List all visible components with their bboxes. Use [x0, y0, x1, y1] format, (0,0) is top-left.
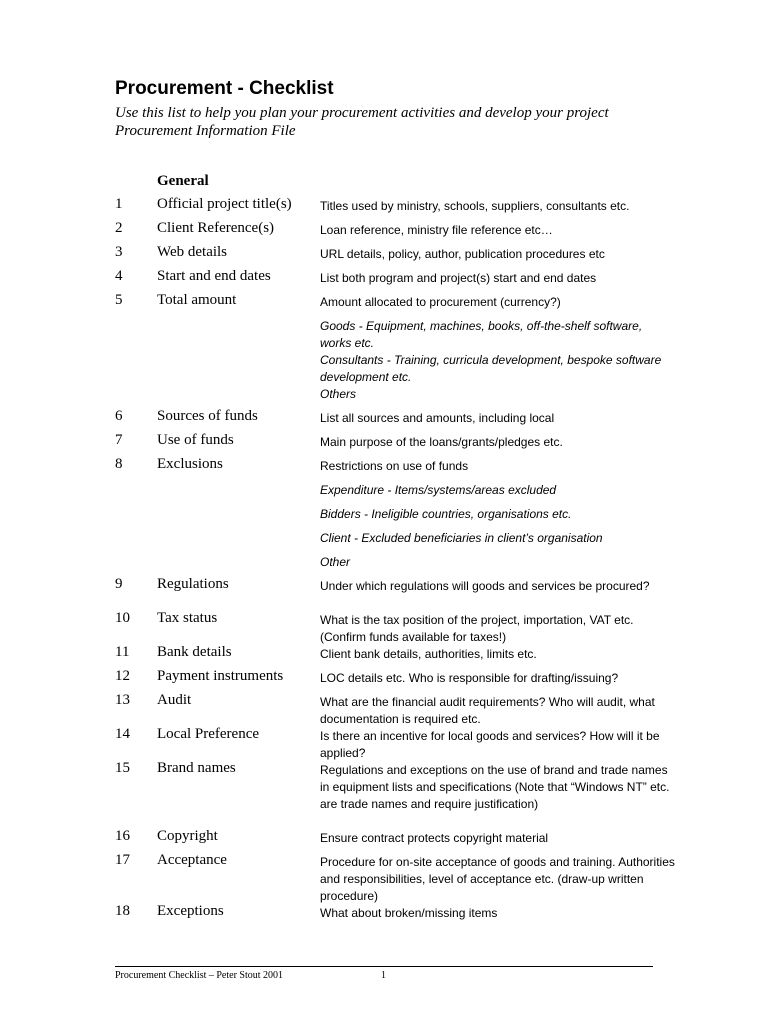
- item-number: 2: [115, 220, 123, 236]
- item-number: 7: [115, 432, 123, 448]
- item-description: Procedure for on-site acceptance of goods and training. Authorities and responsibilities, level of acceptance etc. (draw-up written procedure): [320, 855, 675, 903]
- item-number: 9: [115, 576, 123, 592]
- item-description: List all sources and amounts, including local: [320, 411, 555, 425]
- item-description: Under which regulations will goods and services be procured?: [320, 579, 650, 593]
- item-description: What are the financial audit requirements? Who will audit, what documentation is required etc.: [320, 695, 655, 726]
- item-label: Exclusions: [157, 456, 223, 472]
- item-description: LOC details etc. Who is responsible for drafting/issuing?: [320, 671, 619, 685]
- item-label: Local Preference: [157, 726, 260, 742]
- item-description: What is the tax position of the project, importation, VAT etc. (Confirm funds available for taxes!): [320, 613, 634, 644]
- item-label: Audit: [157, 692, 192, 708]
- item-label: Exceptions: [157, 903, 224, 919]
- item-label: Start and end dates: [157, 268, 271, 284]
- note-expenditure: Expenditure - Items/systems/areas excluded: [320, 483, 557, 497]
- item-description: Ensure contract protects copyright material: [320, 831, 549, 845]
- item-description: Titles used by ministry, schools, suppliers, consultants etc.: [320, 199, 630, 213]
- item-label: Use of funds: [157, 432, 234, 448]
- item-number: 3: [115, 244, 123, 260]
- item-description: Regulations and exceptions on the use of brand and trade names in equipment lists and specifications (Note that “Windows NT” etc. are trade names and require justification): [320, 763, 670, 811]
- item-number: 14: [115, 726, 130, 742]
- item-description: Loan reference, ministry file reference etc…: [320, 223, 553, 237]
- page-subtitle: Use this list to help you plan your procurement activities and develop your project Procurement Information File: [115, 105, 609, 139]
- item-description: Client bank details, authorities, limits etc.: [320, 647, 537, 661]
- item-number: 10: [115, 610, 130, 626]
- item-number: 8: [115, 456, 123, 472]
- note-others: Others: [320, 387, 357, 401]
- footer-divider: [115, 966, 653, 967]
- item-description: URL details, policy, author, publication procedures etc: [320, 247, 605, 261]
- note-client: Client - Excluded beneficiaries in client’s organisation: [320, 531, 603, 545]
- item-number: 4: [115, 268, 123, 284]
- note-bidders: Bidders - Ineligible countries, organisations etc.: [320, 507, 572, 521]
- item-number: 1: [115, 196, 123, 212]
- item-label: Acceptance: [157, 852, 227, 868]
- item-label: Bank details: [157, 644, 232, 660]
- item-description: Restrictions on use of funds: [320, 459, 469, 473]
- item-number: 18: [115, 903, 130, 919]
- page-number: 1: [381, 970, 386, 981]
- item-label: Total amount: [157, 292, 237, 308]
- item-label: Regulations: [157, 576, 229, 592]
- item-number: 5: [115, 292, 123, 308]
- item-label: Client Reference(s): [157, 220, 275, 236]
- note-consultants: Consultants - Training, curricula development, bespoke software development etc.: [320, 353, 662, 384]
- item-description: Is there an incentive for local goods and services? How will it be applied?: [320, 729, 660, 760]
- item-description: Amount allocated to procurement (currency?): [320, 295, 561, 309]
- item-number: 16: [115, 828, 130, 844]
- footer-text: Procurement Checklist – Peter Stout 2001: [115, 970, 284, 981]
- item-label: Brand names: [157, 760, 236, 776]
- item-number: 17: [115, 852, 130, 868]
- item-number: 6: [115, 408, 123, 424]
- note-other: Other: [320, 555, 351, 569]
- item-number: 11: [115, 644, 130, 660]
- item-description: List both program and project(s) start and end dates: [320, 271, 597, 285]
- item-label: Web details: [157, 244, 228, 260]
- item-number: 13: [115, 692, 130, 708]
- item-label: Sources of funds: [157, 408, 258, 424]
- page-title: Procurement - Checklist: [115, 78, 334, 99]
- item-label: Tax status: [157, 610, 218, 626]
- item-number: 12: [115, 668, 130, 684]
- item-description: Main purpose of the loans/grants/pledges etc.: [320, 435, 563, 449]
- item-number: 15: [115, 760, 130, 776]
- item-label: Official project title(s): [157, 196, 292, 212]
- item-description: What about broken/missing items: [320, 906, 498, 920]
- note-goods: Goods - Equipment, machines, books, off-the-shelf software, works etc.: [320, 319, 643, 350]
- section-heading-general: General: [157, 173, 209, 189]
- item-label: Copyright: [157, 828, 218, 844]
- item-label: Payment instruments: [157, 668, 284, 684]
